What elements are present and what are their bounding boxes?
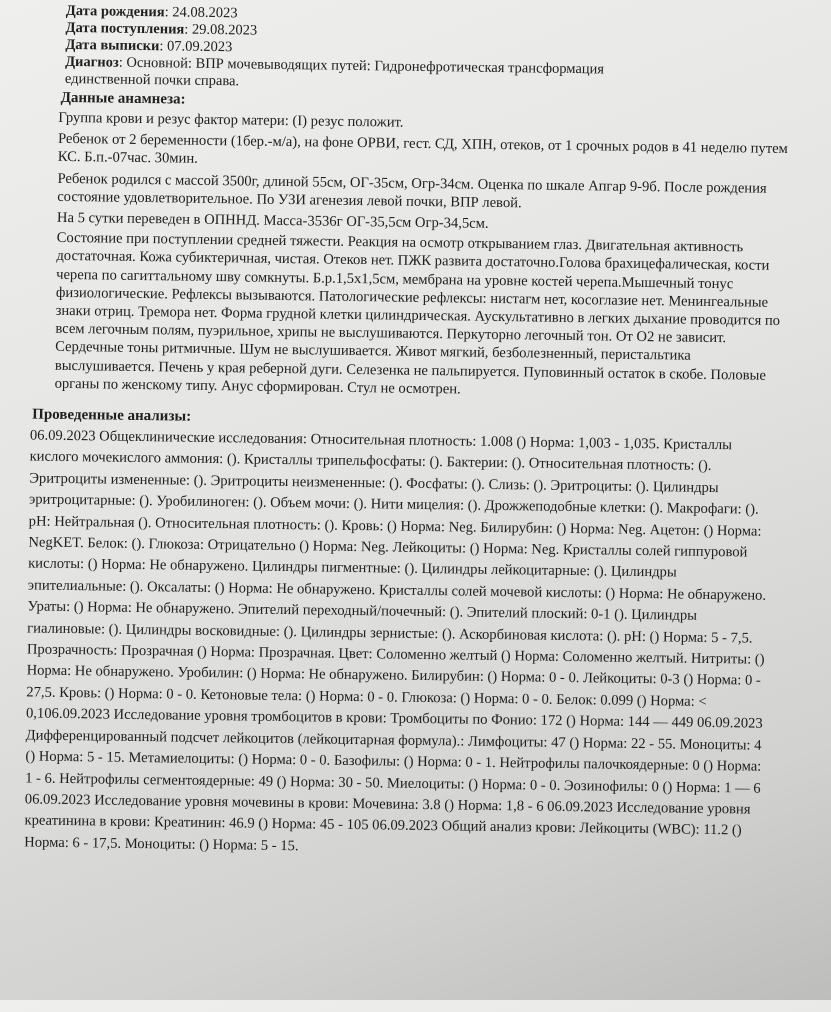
anamnesis-status: Состояние при поступлении средней тяжести. Реакция на осмотр открыванием глаз. Двигательная активность достаточная. Кожа субиктеричная, чистая. Отеков нет. ПЖК развита достаточно.Голова брахицефалическая, кости черепа по сагиттальному шву сомкнуты. Б.р.1,5х1,5см, мембрана на уровне костей черепа.Мышечный тонус физиологические. Рефлексы вызываются. Патологические рефлексы: нистагм нет, косоглазие нет. Менингеальные знаки отриц. Тремора нет. Форма грудной клетки цилиндрическая. Аускультативно в легких дыхание проводится по всем легочным полям, пуэрильное, хрипы не выслушиваются. Перкуторно легочный тон. От О2 не зависит. Сердечные тоны ритмичные. Шум не выслушивается. Живот мягкий, безболезненный, перистальтика выслушивается. Печень у края реберной дуги. Селезенка не пальпируется. Пуповинный остаток в скобе. Половые органы по женскому типу. Анус сформирован. Стул не осмотрен. xyxy=(54,230,781,398)
anamnesis-blood-group: Группа крови и резус фактор матери: (I) резус положит. xyxy=(58,109,404,131)
analyses-heading: Проведенные анализы: xyxy=(32,406,192,425)
anamnesis-pregnancy: Ребенок от 2 беременности (1бер.-м/а), на фоне ОРВИ, гест. СД, ХПН, отеков, от 1 срочных родов в 41 неделю путем КС. Б.п.-07час. 30мин. xyxy=(57,131,788,168)
admission-date-label: Дата поступления xyxy=(65,19,185,38)
admission-date-value: : 29.08.2023 xyxy=(184,21,258,39)
diagnosis-value: : Основной: ВПР мочевыводящих путей: Гидронефротическая трансформация xyxy=(118,54,605,78)
analyses-section xyxy=(24,425,772,863)
diagnosis-continuation: единственной почки справа. xyxy=(64,70,240,90)
anamnesis-birth: Ребенок родился с массой 3500г, длиной 55см, ОГ-35см, Огр-34см. Оценка по шкале Апгар 9-9б. После рождения состояние удовлетворительное. По УЗИ агенезия левой почки, ВПР левой. xyxy=(57,170,767,212)
analyses-results-text: 06.09.2023 Общеклинические исследования: Относительная плотность: 1.008 () Норма: 1,003 - 1,035. Кристаллы кислого мочекислого аммония: (). Кристаллы трипельфосфаты: (). Бактерии: (). Относительная плотность: (). Эритроциты измененные: (). Эритроциты неизмененные: (). Фосфаты: (). Слизь: (). Эритроциты: (). Цилиндры эритроцитарные: (). Уробилиноген: (). Объем мочи: (). Нити мицелия: (). Дрожжеподобные клетки: (). Макрофаги: (). pH: Нейтральная (). Относительная плотность: (). Кровь: () Норма: Neg. Билирубин: () Норма: Neg. Ацетон: () Норма: NegKET. Белок: (). Глюкоза: Отрицательно () Норма: Neg. Лейкоциты: () Норма: Neg. Кристаллы солей гиппуровой кислоты: () Норма: Не обнаружено. Цилиндры пигментные: (). Цилиндры лейкоцитарные: (). Цилиндры эпителиальные: (). Оксалаты: () Норма: Не обнаружено. Кристаллы солей мочевой кислоты: () Норма: Не обнаружено. Ураты: () Норма: Не обнаружено. Эпителий переходный/почечный: (). Эпителий плоский: 0-1 (). Цилиндры гиалиновые: (). Цилиндры восковидные: (). Цилиндры зернистые: (). Аскорбиновая кислота: (). pH: () Норма: 5 - 7,5. Прозрачность: Прозрачная () Норма: Прозрачная. Цвет: Соломенно желтый () Норма: Соломенно желтый. Нитриты: () Норма: Не обнаружено. Уробилин: () Норма: Не обнаружено. Билирубин: () Норма: 0 - 0. Лейкоциты: 0-3 () Норма: 0 - 27,5. Кровь: () Норма: 0 - 0. Кетоновые тела: () Норма: 0 - 0. Глюкоза: () Норма: 0 - 0. Белок: 0.099 () Норма: < 0,106.09.2023 Исследование уровня тромбоцитов в крови: Тромбоциты по Фонио: 172 () Норма: 144 — 449 06.09.2023 Дифференцированный подсчет лейкоцитов (лейкоцитарная формула).: Лимфоциты: 47 () Норма: 22 - 55. Моноциты: 4 () Норма: 5 - 15. Метамиелоциты: () Норма: 0 - 0. Базофилы: () Норма: 0 - 1. Нейтрофилы палочкоядерные: 0 () Норма: 1 - 6. Нейтрофилы сегментоядерные: 49 () Норма: 30 - 50. Миелоциты: () Норма: 0 - 0. Эозинофилы: 0 () Норма: 1 — 6 06.09.2023 Исследование уровня мочевины в крови: Мочевина: 3.8 () Норма: 1,8 - 6 06.09.2023 Исследование уровня креатинина в крови: Креатинин: 46.9 () Норма: 45 - 105 06.09.2023 Общий анализ крови: Лейкоциты (WBC): 11.2 () Норма: 6 - 17,5. Моноциты: () Норма: 5 - 15. xyxy=(24,427,767,854)
diagnosis-label: Диагноз xyxy=(65,53,119,71)
anamnesis-heading: Данные анамнеза: xyxy=(60,89,186,108)
anamnesis-transfer: На 5 сутки переведен в ОПННД. Масса-3536г ОГ-35,5см Огр-34,5см. xyxy=(56,209,489,232)
birth-date-label: Дата рождения xyxy=(65,2,165,21)
anamnesis-section xyxy=(55,109,794,403)
birth-date-value: : 24.08.2023 xyxy=(164,4,238,22)
discharge-date-value: : 07.09.2023 xyxy=(159,38,233,56)
patient-header xyxy=(65,3,806,98)
discharge-date-label: Дата выписки xyxy=(65,36,160,55)
